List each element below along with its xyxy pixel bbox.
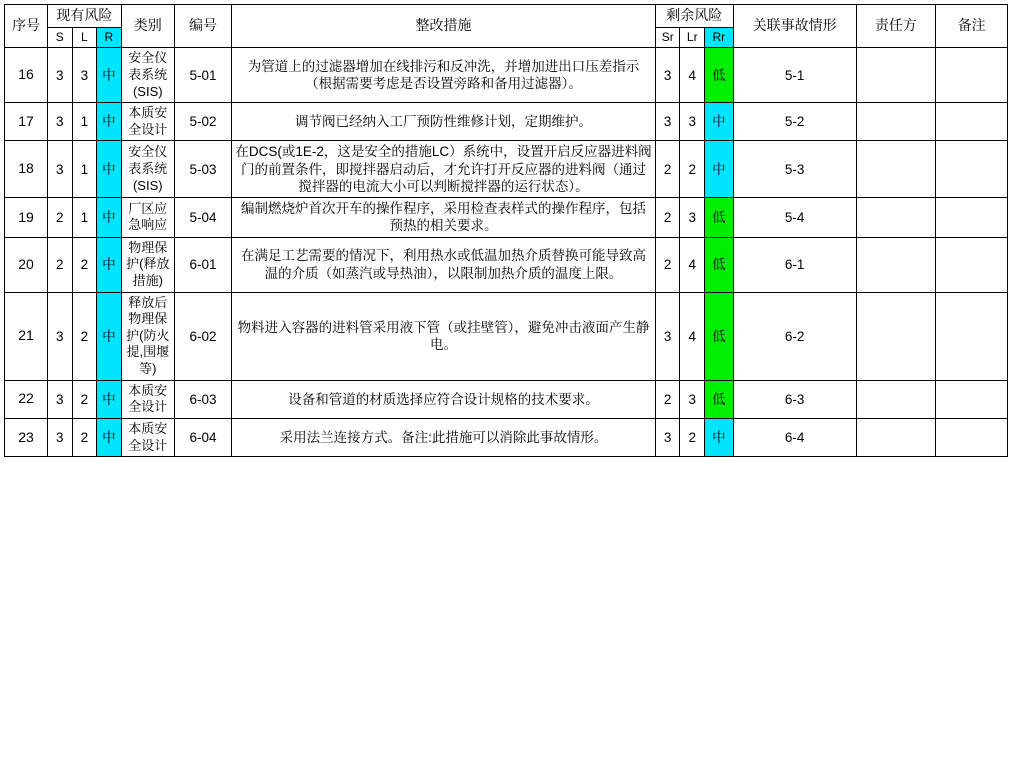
cell-remark: [936, 380, 1008, 418]
cell-remark: [936, 141, 1008, 198]
cell-related-accident: 5-3: [733, 141, 856, 198]
cell-r: 中: [97, 237, 122, 292]
cell-seq: 22: [5, 380, 48, 418]
cell-related-accident: 6-4: [733, 418, 856, 456]
cell-category: 本质安全设计: [121, 103, 174, 141]
cell-related-accident: 5-2: [733, 103, 856, 141]
header-s: S: [47, 27, 72, 47]
cell-seq: 19: [5, 198, 48, 238]
cell-s: 2: [47, 237, 72, 292]
header-residual-risk: 剩余风险: [655, 5, 733, 28]
cell-seq: 21: [5, 292, 48, 380]
cell-r: 中: [97, 103, 122, 141]
cell-sr: 2: [655, 141, 680, 198]
cell-responsible: [856, 141, 936, 198]
cell-lr: 4: [680, 237, 705, 292]
cell-measures: 在满足工艺需要的情况下，利用热水或低温加热介质替换可能导致高温的介质（如蒸汽或导热油），以限制加热介质的温度上限。: [232, 237, 656, 292]
header-related-accident: 关联事故情形: [733, 5, 856, 48]
cell-lr: 3: [680, 103, 705, 141]
cell-related-accident: 6-1: [733, 237, 856, 292]
cell-s: 3: [47, 103, 72, 141]
cell-related-accident: 6-3: [733, 380, 856, 418]
cell-l: 3: [72, 48, 97, 103]
cell-remark: [936, 418, 1008, 456]
cell-seq: 18: [5, 141, 48, 198]
cell-related-accident: 6-2: [733, 292, 856, 380]
cell-measures: 调节阀已经纳入工厂预防性维修计划，定期维护。: [232, 103, 656, 141]
header-remark: 备注: [936, 5, 1008, 48]
table-row: [5, 380, 1008, 418]
cell-responsible: [856, 237, 936, 292]
cell-sr: 2: [655, 237, 680, 292]
header-measures: 整改措施: [232, 5, 656, 48]
cell-s: 3: [47, 141, 72, 198]
cell-s: 3: [47, 418, 72, 456]
cell-number: 5-02: [174, 103, 231, 141]
cell-l: 2: [72, 380, 97, 418]
cell-r: 中: [97, 141, 122, 198]
cell-related-accident: 5-4: [733, 198, 856, 238]
cell-r: 中: [97, 48, 122, 103]
cell-r: 中: [97, 418, 122, 456]
cell-number: 6-04: [174, 418, 231, 456]
cell-s: 3: [47, 380, 72, 418]
cell-l: 1: [72, 103, 97, 141]
cell-measures: 设备和管道的材质选择应符合设计规格的技术要求。: [232, 380, 656, 418]
cell-l: 2: [72, 292, 97, 380]
cell-remark: [936, 237, 1008, 292]
header-number: 编号: [174, 5, 231, 48]
table-row: [5, 292, 1008, 380]
header-lr: Lr: [680, 27, 705, 47]
cell-category: 厂区应急响应: [121, 198, 174, 238]
cell-measures: 采用法兰连接方式。备注:此措施可以消除此事故情形。: [232, 418, 656, 456]
header-seq: 序号: [5, 5, 48, 48]
header-category: 类别: [121, 5, 174, 48]
cell-number: 5-03: [174, 141, 231, 198]
cell-s: 3: [47, 292, 72, 380]
cell-l: 2: [72, 418, 97, 456]
cell-lr: 2: [680, 418, 705, 456]
cell-lr: 4: [680, 48, 705, 103]
cell-l: 1: [72, 198, 97, 238]
cell-related-accident: 5-1: [733, 48, 856, 103]
cell-remark: [936, 103, 1008, 141]
cell-seq: 16: [5, 48, 48, 103]
cell-rr: 中: [705, 103, 734, 141]
cell-category: 本质安全设计: [121, 418, 174, 456]
cell-lr: 3: [680, 198, 705, 238]
cell-lr: 2: [680, 141, 705, 198]
cell-sr: 3: [655, 48, 680, 103]
cell-seq: 17: [5, 103, 48, 141]
header-sr: Sr: [655, 27, 680, 47]
cell-r: 中: [97, 292, 122, 380]
cell-category: 释放后物理保护(防火提,围堰等): [121, 292, 174, 380]
cell-sr: 3: [655, 418, 680, 456]
cell-category: 物理保护(释放措施): [121, 237, 174, 292]
cell-s: 3: [47, 48, 72, 103]
cell-r: 中: [97, 198, 122, 238]
cell-responsible: [856, 48, 936, 103]
cell-category: 安全仪表系统(SIS): [121, 48, 174, 103]
table-body: [5, 48, 1008, 457]
cell-category: 本质安全设计: [121, 380, 174, 418]
header-rr: Rr: [705, 27, 734, 47]
cell-responsible: [856, 198, 936, 238]
table-row: [5, 418, 1008, 456]
cell-measures: 在DCS(或1E-2，这是安全的措施LC）系统中，设置开启反应器进料阀门的前置条件，即搅拌器启动后，才允许打开反应器的进料阀（通过搅拌器的电流大小可以判断搅拌器的运行状态）。: [232, 141, 656, 198]
cell-rr: 低: [705, 48, 734, 103]
cell-number: 6-03: [174, 380, 231, 418]
cell-lr: 3: [680, 380, 705, 418]
cell-rr: 中: [705, 141, 734, 198]
cell-seq: 20: [5, 237, 48, 292]
cell-measures: 为管道上的过滤器增加在线排污和反冲洗，并增加进出口压差指示（根据需要考虑是否设置旁路和备用过滤器）。: [232, 48, 656, 103]
cell-r: 中: [97, 380, 122, 418]
cell-rr: 中: [705, 418, 734, 456]
table-row: [5, 48, 1008, 103]
cell-remark: [936, 292, 1008, 380]
cell-remark: [936, 198, 1008, 238]
header-r: R: [97, 27, 122, 47]
table-row: [5, 141, 1008, 198]
header-existing-risk: 现有风险: [47, 5, 121, 28]
table-row: [5, 103, 1008, 141]
header-responsible: 责任方: [856, 5, 936, 48]
cell-number: 5-01: [174, 48, 231, 103]
cell-responsible: [856, 418, 936, 456]
cell-category: 安全仪表系统(SIS): [121, 141, 174, 198]
cell-rr: 低: [705, 380, 734, 418]
cell-measures: 物料进入容器的进料管采用液下管（或挂壁管），避免冲击液面产生静电。: [232, 292, 656, 380]
cell-l: 1: [72, 141, 97, 198]
cell-remark: [936, 48, 1008, 103]
cell-sr: 3: [655, 292, 680, 380]
cell-number: 6-01: [174, 237, 231, 292]
cell-rr: 低: [705, 198, 734, 238]
cell-rr: 低: [705, 237, 734, 292]
cell-rr: 低: [705, 292, 734, 380]
cell-measures: 编制燃烧炉首次开车的操作程序，采用检查表样式的操作程序，包括预热的相关要求。: [232, 198, 656, 238]
header-l: L: [72, 27, 97, 47]
table-header: [5, 5, 1008, 48]
cell-l: 2: [72, 237, 97, 292]
cell-sr: 2: [655, 198, 680, 238]
table-row: [5, 237, 1008, 292]
table-row: [5, 198, 1008, 238]
cell-responsible: [856, 380, 936, 418]
cell-sr: 2: [655, 380, 680, 418]
cell-lr: 4: [680, 292, 705, 380]
cell-sr: 3: [655, 103, 680, 141]
cell-number: 5-04: [174, 198, 231, 238]
risk-measures-table: [4, 4, 1008, 457]
cell-responsible: [856, 103, 936, 141]
cell-s: 2: [47, 198, 72, 238]
cell-number: 6-02: [174, 292, 231, 380]
cell-responsible: [856, 292, 936, 380]
cell-seq: 23: [5, 418, 48, 456]
